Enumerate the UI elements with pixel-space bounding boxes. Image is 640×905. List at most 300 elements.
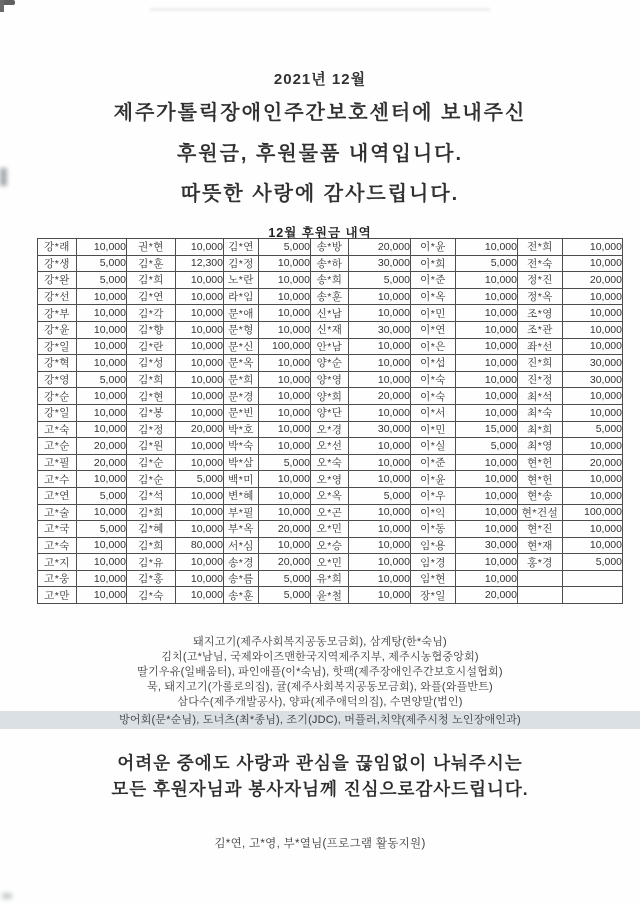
donation-amount-cell <box>563 570 623 587</box>
donation-amount-cell: 15,000 <box>456 421 518 438</box>
donation-amount-cell: 10,000 <box>563 404 623 421</box>
donation-amount-cell: 20,000 <box>259 554 311 571</box>
donor-name-cell: 현*헌 <box>518 454 563 471</box>
table-row <box>38 537 623 554</box>
donor-name-cell: 김*혜 <box>127 521 176 538</box>
thank-you-line-1: 어려운 중에도 사랑과 관심을 끊임없이 나눠주시는 <box>117 753 523 773</box>
donor-name-cell: 오*경 <box>311 421 349 438</box>
table-row <box>38 321 623 338</box>
donor-name-cell: 고*만 <box>38 587 77 604</box>
donor-name-cell: 현*송 <box>518 487 563 504</box>
donation-amount-cell: 10,000 <box>349 355 411 372</box>
donor-name-cell: 최*숙 <box>518 404 563 421</box>
donation-amount-cell: 30,000 <box>349 255 411 272</box>
donor-name-cell: 문*빈 <box>224 404 259 421</box>
donation-amount-cell: 10,000 <box>77 338 127 355</box>
donor-name-cell: 송*훈 <box>311 288 349 305</box>
donor-name-cell: 장*일 <box>411 587 456 604</box>
table-row <box>38 355 623 372</box>
donor-name-cell: 박*삼 <box>224 454 259 471</box>
donation-amount-cell: 10,000 <box>259 537 311 554</box>
donation-amount-cell: 5,000 <box>563 554 623 571</box>
donation-amount-cell: 10,000 <box>176 504 224 521</box>
donor-name-cell: 문*애 <box>224 305 259 322</box>
donation-amount-cell: 10,000 <box>563 321 623 338</box>
donor-name-cell: 송*경 <box>224 554 259 571</box>
donor-name-cell <box>518 587 563 604</box>
donor-name-cell: 이*희 <box>411 255 456 272</box>
donated-item-line: 묵, 돼지고기(가롤로의집), 귤(제주사회복지공동모금회), 와플(와플반트) <box>147 681 493 693</box>
donor-name-cell: 조*영 <box>518 305 563 322</box>
header-gratitude-line: 따뜻한 사랑에 감사드립니다. <box>180 183 460 205</box>
donor-name-cell: 이*실 <box>411 438 456 455</box>
donor-name-cell: 권*현 <box>127 239 176 256</box>
donation-amount-cell: 10,000 <box>349 454 411 471</box>
donor-name-cell: 임*경 <box>411 554 456 571</box>
donor-name-cell: 강*완 <box>38 272 77 289</box>
donation-amount-cell: 10,000 <box>259 438 311 455</box>
donation-amount-cell: 10,000 <box>259 504 311 521</box>
donation-amount-cell: 10,000 <box>456 504 518 521</box>
donor-name-cell: 노*란 <box>224 272 259 289</box>
donor-name-cell: 김*희 <box>127 537 176 554</box>
donor-name-cell: 이*옥 <box>411 288 456 305</box>
donation-amount-cell: 10,000 <box>176 404 224 421</box>
donation-table-body <box>38 239 623 604</box>
donor-name-cell: 이*연 <box>411 321 456 338</box>
table-row <box>38 487 623 504</box>
donation-amount-cell: 10,000 <box>176 321 224 338</box>
donor-name-cell: 현*헌 <box>518 471 563 488</box>
donor-name-cell: 김*숙 <box>127 587 176 604</box>
donation-amount-cell: 10,000 <box>259 471 311 488</box>
donor-name-cell: 변*혜 <box>224 487 259 504</box>
header-description-line: 후원금, 후원물품 내역입니다. <box>176 143 464 165</box>
donor-name-cell: 이*준 <box>411 272 456 289</box>
donor-name-cell: 오*숙 <box>311 454 349 471</box>
donor-name-cell: 김*희 <box>127 272 176 289</box>
donor-name-cell: 고*순 <box>38 438 77 455</box>
donor-name-cell: 강*선 <box>38 288 77 305</box>
donation-amount-cell: 10,000 <box>563 338 623 355</box>
donation-amount-cell: 10,000 <box>176 239 224 256</box>
donated-item-line: 딸기우유(일배움터), 파인애플(이*숙님), 핫팩(제주장애인주간보호시설협회) <box>137 666 503 678</box>
donation-amount-cell: 10,000 <box>77 587 127 604</box>
donor-name-cell: 임*용 <box>411 537 456 554</box>
donor-name-cell: 이*익 <box>411 504 456 521</box>
donor-name-cell: 이*섭 <box>411 355 456 372</box>
donation-amount-cell: 10,000 <box>77 321 127 338</box>
donation-amount-cell: 10,000 <box>349 537 411 554</box>
donation-amount-cell: 10,000 <box>176 272 224 289</box>
donation-amount-cell: 10,000 <box>259 388 311 405</box>
donation-amount-cell: 10,000 <box>176 388 224 405</box>
donor-name-cell: 김*봉 <box>127 404 176 421</box>
donor-name-cell: 현*건설 <box>518 504 563 521</box>
donor-name-cell: 부*옥 <box>224 521 259 538</box>
donor-name-cell: 고*지 <box>38 554 77 571</box>
donation-amount-cell: 10,000 <box>77 537 127 554</box>
donation-amount-cell: 10,000 <box>349 288 411 305</box>
donation-amount-cell: 10,000 <box>349 587 411 604</box>
donor-name-cell: 김*성 <box>127 355 176 372</box>
donation-amount-cell: 10,000 <box>563 471 623 488</box>
donor-name-cell: 김*정 <box>127 421 176 438</box>
donor-name-cell: 고*웅 <box>38 570 77 587</box>
donor-name-cell: 강*순 <box>38 388 77 405</box>
table-row <box>38 288 623 305</box>
donation-amount-cell: 30,000 <box>349 421 411 438</box>
donation-amount-cell: 10,000 <box>563 388 623 405</box>
donation-amount-cell: 10,000 <box>259 487 311 504</box>
donor-name-cell: 정*옥 <box>518 288 563 305</box>
donor-name-cell: 강*윤 <box>38 321 77 338</box>
donor-name-cell: 문*옥 <box>224 355 259 372</box>
donor-name-cell: 진*정 <box>518 371 563 388</box>
table-row <box>38 471 623 488</box>
scan-artifact-bottom-left <box>2 893 12 899</box>
donated-item-line: 삼다수(제주개발공사), 양파(제주애덕의집), 수면양말(법인) <box>177 696 463 708</box>
donation-amount-cell: 10,000 <box>349 305 411 322</box>
table-row <box>38 570 623 587</box>
donor-name-cell: 고*연 <box>38 487 77 504</box>
donor-name-cell: 김*희 <box>127 371 176 388</box>
donation-amount-cell: 30,000 <box>563 355 623 372</box>
donor-name-cell: 강*일 <box>38 338 77 355</box>
donation-table-title: 12월 후원금 내역 <box>268 226 372 240</box>
donor-name-cell: 고*국 <box>38 521 77 538</box>
donation-amount-cell: 20,000 <box>77 454 127 471</box>
header-date-line: 2021년 12월 <box>273 71 367 88</box>
donation-amount-cell: 10,000 <box>456 272 518 289</box>
donor-name-cell: 김*각 <box>127 305 176 322</box>
donation-amount-cell: 10,000 <box>563 438 623 455</box>
donation-amount-cell: 10,000 <box>176 438 224 455</box>
donor-name-cell: 박*호 <box>224 421 259 438</box>
donation-amount-cell: 10,000 <box>456 454 518 471</box>
donor-name-cell <box>518 570 563 587</box>
donation-amount-cell: 10,000 <box>349 521 411 538</box>
donor-name-cell: 백*미 <box>224 471 259 488</box>
donor-name-cell: 부*필 <box>224 504 259 521</box>
donor-name-cell: 최*희 <box>518 421 563 438</box>
donor-name-cell: 송*희 <box>311 272 349 289</box>
donor-name-cell: 김*훈 <box>127 255 176 272</box>
donor-name-cell: 오*영 <box>311 471 349 488</box>
donation-amount-cell: 10,000 <box>259 321 311 338</box>
donor-name-cell: 김*유 <box>127 554 176 571</box>
donation-amount-cell: 10,000 <box>259 255 311 272</box>
donation-amount-cell: 5,000 <box>77 487 127 504</box>
donation-amount-cell: 10,000 <box>563 305 623 322</box>
donation-amount-cell: 10,000 <box>456 355 518 372</box>
donation-amount-cell: 10,000 <box>563 255 623 272</box>
donor-name-cell: 김*홍 <box>127 570 176 587</box>
donation-amount-cell: 10,000 <box>563 239 623 256</box>
donation-amount-cell: 20,000 <box>77 438 127 455</box>
donor-name-cell: 유*희 <box>311 570 349 587</box>
donor-name-cell: 이*준 <box>411 454 456 471</box>
donor-name-cell: 라*임 <box>224 288 259 305</box>
donation-amount-cell: 5,000 <box>77 371 127 388</box>
donor-name-cell: 김*순 <box>127 454 176 471</box>
donated-item-line: 방어회(문*순님), 도너츠(최*종님), 조기(JDC), 머플러,치약(제주시청 노인장애인과) <box>0 711 640 729</box>
donation-amount-cell: 10,000 <box>456 288 518 305</box>
donor-name-cell: 김*란 <box>127 338 176 355</box>
donor-name-cell: 현*진 <box>518 521 563 538</box>
donor-name-cell: 문*경 <box>224 388 259 405</box>
donation-amount-cell: 10,000 <box>456 570 518 587</box>
donated-item-line: 돼지고기(제주사회복지공동모금회), 삼계탕(한*숙님) <box>193 636 447 648</box>
donation-amount-cell: 10,000 <box>456 521 518 538</box>
donor-name-cell: 송*방 <box>311 239 349 256</box>
donation-amount-cell: 10,000 <box>349 438 411 455</box>
donation-amount-cell: 5,000 <box>259 454 311 471</box>
table-row <box>38 371 623 388</box>
donor-name-cell: 강*생 <box>38 255 77 272</box>
donation-amount-cell: 5,000 <box>176 471 224 488</box>
donation-amount-cell: 10,000 <box>259 421 311 438</box>
donation-amount-cell: 10,000 <box>176 487 224 504</box>
donated-items-list <box>0 635 640 729</box>
donation-amount-cell: 5,000 <box>563 421 623 438</box>
table-row <box>38 338 623 355</box>
donation-amount-cell: 30,000 <box>349 321 411 338</box>
donation-amount-cell: 10,000 <box>259 371 311 388</box>
donation-amount-cell: 10,000 <box>456 388 518 405</box>
donation-amount-cell: 10,000 <box>563 537 623 554</box>
donation-amount-cell: 5,000 <box>77 272 127 289</box>
donor-name-cell: 양*순 <box>311 355 349 372</box>
donor-name-cell: 윤*철 <box>311 587 349 604</box>
donation-amount-cell <box>563 587 623 604</box>
donation-amount-cell: 10,000 <box>349 404 411 421</box>
donation-amount-cell: 10,000 <box>176 371 224 388</box>
table-row <box>38 504 623 521</box>
donor-name-cell: 고*술 <box>38 504 77 521</box>
donor-name-cell: 고*수 <box>38 471 77 488</box>
donation-amount-cell: 10,000 <box>77 570 127 587</box>
donor-name-cell: 김*연 <box>224 239 259 256</box>
donation-amount-cell: 10,000 <box>77 404 127 421</box>
table-row <box>38 255 623 272</box>
donation-amount-cell: 10,000 <box>77 504 127 521</box>
scan-artifact-top-left-2 <box>0 0 4 12</box>
donor-name-cell: 고*필 <box>38 454 77 471</box>
donation-amount-cell: 10,000 <box>349 338 411 355</box>
donation-amount-cell: 30,000 <box>456 537 518 554</box>
donation-amount-cell: 10,000 <box>349 471 411 488</box>
donor-name-cell: 송*름 <box>224 570 259 587</box>
donation-amount-cell: 10,000 <box>176 587 224 604</box>
donor-name-cell: 안*남 <box>311 338 349 355</box>
donation-amount-cell: 10,000 <box>349 371 411 388</box>
scan-artifact-top-left <box>0 0 15 5</box>
donor-name-cell: 조*관 <box>518 321 563 338</box>
donor-name-cell: 박*숙 <box>224 438 259 455</box>
donor-name-cell: 서*심 <box>224 537 259 554</box>
donation-amount-cell: 10,000 <box>176 454 224 471</box>
donation-amount-cell: 100,000 <box>563 504 623 521</box>
donor-name-cell: 문*희 <box>224 371 259 388</box>
donor-name-cell: 오*승 <box>311 537 349 554</box>
donation-amount-cell: 10,000 <box>456 305 518 322</box>
donation-amount-cell: 5,000 <box>456 438 518 455</box>
donor-name-cell: 이*윤 <box>411 239 456 256</box>
donor-name-cell: 문*형 <box>224 321 259 338</box>
donor-name-cell: 이*민 <box>411 305 456 322</box>
donation-amount-cell: 5,000 <box>77 521 127 538</box>
donation-amount-cell: 10,000 <box>563 288 623 305</box>
donation-amount-cell: 10,000 <box>176 355 224 372</box>
donation-amount-cell: 10,000 <box>456 239 518 256</box>
donor-name-cell: 전*숙 <box>518 255 563 272</box>
donation-amount-cell: 20,000 <box>456 587 518 604</box>
donation-amount-cell: 5,000 <box>349 487 411 504</box>
donor-name-cell: 이*숙 <box>411 388 456 405</box>
donation-amount-cell: 10,000 <box>77 471 127 488</box>
donation-amount-cell: 30,000 <box>563 371 623 388</box>
donor-name-cell: 임*현 <box>411 570 456 587</box>
donation-amount-cell: 10,000 <box>259 288 311 305</box>
donation-amount-cell: 20,000 <box>349 388 411 405</box>
donor-name-cell: 홍*경 <box>518 554 563 571</box>
donor-name-cell: 양*희 <box>311 388 349 405</box>
donation-amount-cell: 10,000 <box>176 305 224 322</box>
donation-amount-cell: 10,000 <box>349 504 411 521</box>
donor-name-cell: 김*정 <box>224 255 259 272</box>
donation-amount-cell: 10,000 <box>77 288 127 305</box>
donor-name-cell: 좌*선 <box>518 338 563 355</box>
donation-amount-cell: 10,000 <box>77 554 127 571</box>
donation-amount-cell: 10,000 <box>77 239 127 256</box>
donation-amount-cell: 10,000 <box>456 487 518 504</box>
donor-name-cell: 이*민 <box>411 421 456 438</box>
donor-name-cell: 신*남 <box>311 305 349 322</box>
donor-name-cell: 양*단 <box>311 404 349 421</box>
donation-amount-cell: 10,000 <box>456 371 518 388</box>
donation-amount-cell: 5,000 <box>349 272 411 289</box>
donation-amount-cell: 10,000 <box>77 355 127 372</box>
donor-name-cell: 오*민 <box>311 554 349 571</box>
table-row <box>38 421 623 438</box>
donor-name-cell: 김*석 <box>127 487 176 504</box>
thank-you-message <box>0 750 640 802</box>
donation-amount-cell: 20,000 <box>349 239 411 256</box>
donor-name-cell: 고*숙 <box>38 537 77 554</box>
donation-amount-cell: 10,000 <box>456 554 518 571</box>
donor-name-cell: 문*신 <box>224 338 259 355</box>
table-row <box>38 554 623 571</box>
donor-name-cell: 김*연 <box>127 288 176 305</box>
donor-name-cell: 강*혁 <box>38 355 77 372</box>
donation-amount-cell: 10,000 <box>456 404 518 421</box>
donation-amount-cell: 20,000 <box>563 454 623 471</box>
donation-amount-cell: 10,000 <box>349 570 411 587</box>
donor-name-cell: 이*윤 <box>411 471 456 488</box>
donor-name-cell: 강*부 <box>38 305 77 322</box>
donor-name-cell: 강*일 <box>38 404 77 421</box>
donation-amount-cell: 10,000 <box>456 338 518 355</box>
donation-amount-cell: 10,000 <box>349 554 411 571</box>
donor-name-cell: 이*서 <box>411 404 456 421</box>
donation-amount-cell: 20,000 <box>563 272 623 289</box>
table-row <box>38 454 623 471</box>
donation-amount-cell: 10,000 <box>176 521 224 538</box>
donation-amount-cell: 10,000 <box>77 388 127 405</box>
scan-artifact-top-streak <box>150 8 490 11</box>
donation-amount-cell: 5,000 <box>77 255 127 272</box>
donor-name-cell: 송*하 <box>311 255 349 272</box>
donor-name-cell: 김*순 <box>127 471 176 488</box>
donation-table <box>37 238 623 604</box>
program-support-credits: 김*연, 고*영, 부*열님(프로그램 활동지원) <box>214 838 426 850</box>
table-row <box>38 305 623 322</box>
donation-amount-cell: 20,000 <box>176 421 224 438</box>
donor-name-cell: 전*희 <box>518 239 563 256</box>
donation-amount-cell: 10,000 <box>259 355 311 372</box>
table-row <box>38 388 623 405</box>
donor-name-cell: 김*원 <box>127 438 176 455</box>
donation-amount-cell: 10,000 <box>259 404 311 421</box>
donation-amount-cell: 5,000 <box>259 587 311 604</box>
donor-name-cell: 현*재 <box>518 537 563 554</box>
table-row <box>38 404 623 421</box>
donor-name-cell: 오*곤 <box>311 504 349 521</box>
donation-amount-cell: 10,000 <box>77 305 127 322</box>
donor-name-cell: 이*은 <box>411 338 456 355</box>
donation-amount-cell: 20,000 <box>259 521 311 538</box>
donor-name-cell: 김*희 <box>127 504 176 521</box>
header-center-name-line: 제주가톨릭장애인주간보호센터에 보내주신 <box>113 102 527 124</box>
table-row <box>38 521 623 538</box>
donation-amount-cell: 80,000 <box>176 537 224 554</box>
table-row <box>38 239 623 256</box>
donation-amount-cell: 10,000 <box>176 338 224 355</box>
donor-name-cell: 오*옥 <box>311 487 349 504</box>
donor-name-cell: 송*훈 <box>224 587 259 604</box>
donor-name-cell: 강*영 <box>38 371 77 388</box>
donor-name-cell: 최*석 <box>518 388 563 405</box>
donor-name-cell: 이*우 <box>411 487 456 504</box>
donation-amount-cell: 10,000 <box>176 288 224 305</box>
donor-name-cell: 정*진 <box>518 272 563 289</box>
donor-name-cell: 양*영 <box>311 371 349 388</box>
donor-name-cell: 고*숙 <box>38 421 77 438</box>
donor-name-cell: 오*민 <box>311 521 349 538</box>
table-row <box>38 272 623 289</box>
donor-name-cell: 김*현 <box>127 388 176 405</box>
thank-you-line-2: 모든 후원자님과 봉사자님께 진심으로감사드립니다. <box>111 779 529 799</box>
donation-amount-cell: 5,000 <box>259 570 311 587</box>
donation-amount-cell: 10,000 <box>176 570 224 587</box>
donation-amount-cell: 10,000 <box>77 421 127 438</box>
donation-amount-cell: 10,000 <box>259 272 311 289</box>
donor-name-cell: 이*숙 <box>411 371 456 388</box>
donation-amount-cell: 12,300 <box>176 255 224 272</box>
donation-amount-cell: 10,000 <box>563 487 623 504</box>
donor-name-cell: 진*희 <box>518 355 563 372</box>
donation-amount-cell: 10,000 <box>176 554 224 571</box>
donor-name-cell: 강*래 <box>38 239 77 256</box>
donation-amount-cell: 5,000 <box>259 239 311 256</box>
donation-amount-cell: 10,000 <box>563 521 623 538</box>
donation-amount-cell: 100,000 <box>259 338 311 355</box>
donated-item-line: 김치(고*남님, 국제와이즈맨한국지역제주지부, 제주시농협중앙회) <box>161 651 479 663</box>
table-row <box>38 438 623 455</box>
donor-name-cell: 최*영 <box>518 438 563 455</box>
donor-name-cell: 신*재 <box>311 321 349 338</box>
